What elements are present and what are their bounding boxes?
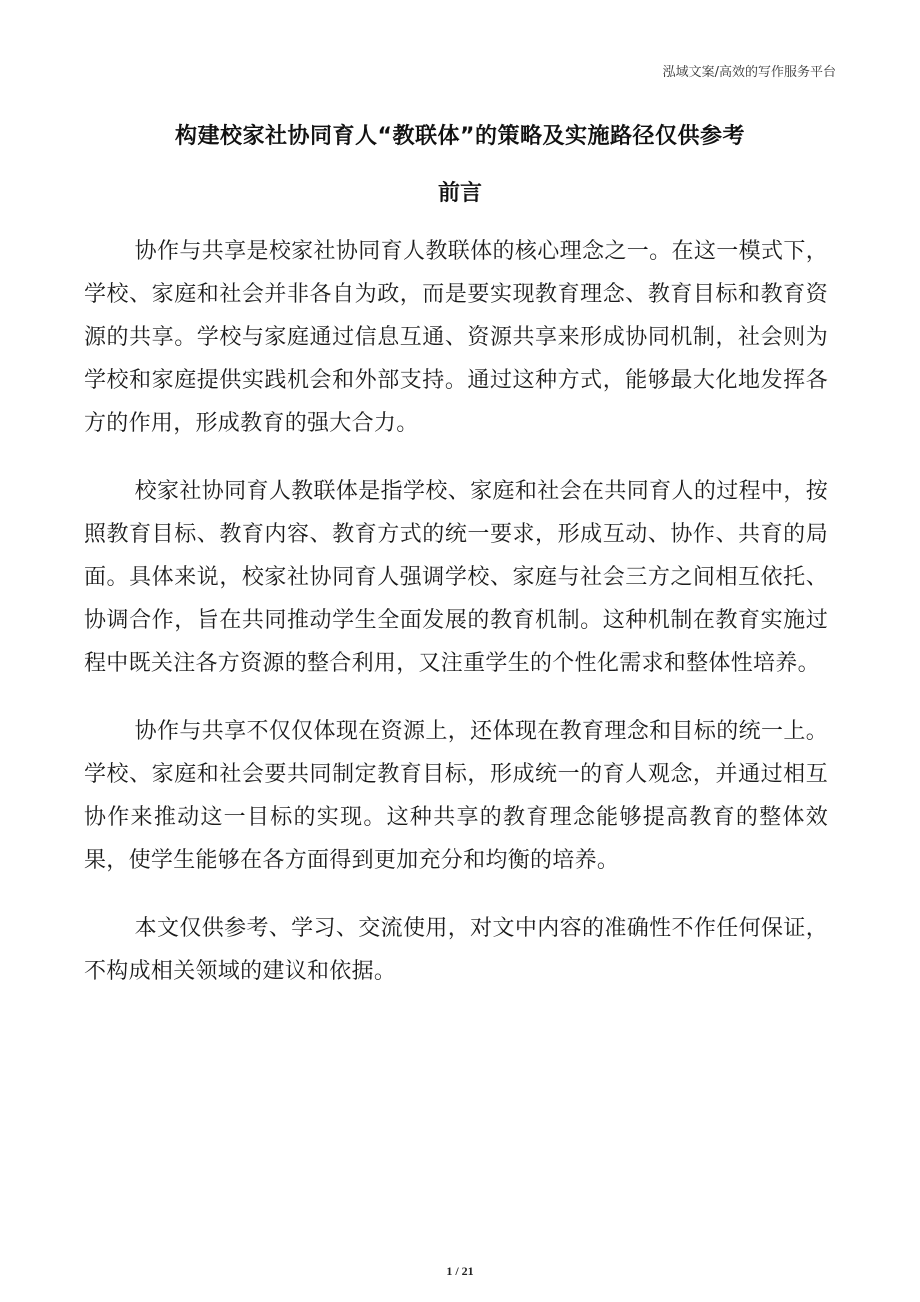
paragraph-4: 本文仅供参考、学习、交流使用，对文中内容的准确性不作任何保证，不构成相关领域的建议和依据。 [84, 916, 828, 984]
section-title-preface: 前言 [437, 181, 482, 206]
page-number: 1 / 21 [446, 1264, 474, 1278]
paragraph-3: 协作与共享不仅仅体现在资源上，还体现在教育理念和目标的统一上。学校、家庭和社会要共同制定教育目标，形成统一的育人观念，并通过相互协作来推动这一目标的实现。这种共享的教育理念能够提高教育的整体效果，使学生能够在各方面得到更加充分和均衡的培养。 [84, 719, 828, 873]
header-tagline: 泓域文案/高效的写作服务平台 [662, 65, 836, 80]
paragraph-2: 校家社协同育人教联体是指学校、家庭和社会在共同育人的过程中，按照教育目标、教育内容、教育方式的统一要求，形成互动、协作、共育的局面。具体来说，校家社协同育人强调学校、家庭与社会三方之间相互依托、协调合作，旨在共同推动学生全面发展的教育机制。这种机制在教育实施过程中既关注各方资源的整合利用，又注重学生的个性化需求和整体性培养。 [84, 479, 828, 676]
paragraph-1: 协作与共享是校家社协同育人教联体的核心理念之一。在这一模式下，学校、家庭和社会并非各自为政，而是要实现教育理念、教育目标和教育资源的共享。学校与家庭通过信息互通、资源共享来形成协同机制，社会则为学校和家庭提供实践机会和外部支持。通过这种方式，能够最大化地发挥各方的作用，形成教育的强大合力。 [84, 239, 828, 436]
document-body [84, 230, 828, 1018]
document-title: 构建校家社协同育人“教联体”的策略及实施路径仅供参考 [175, 124, 745, 149]
